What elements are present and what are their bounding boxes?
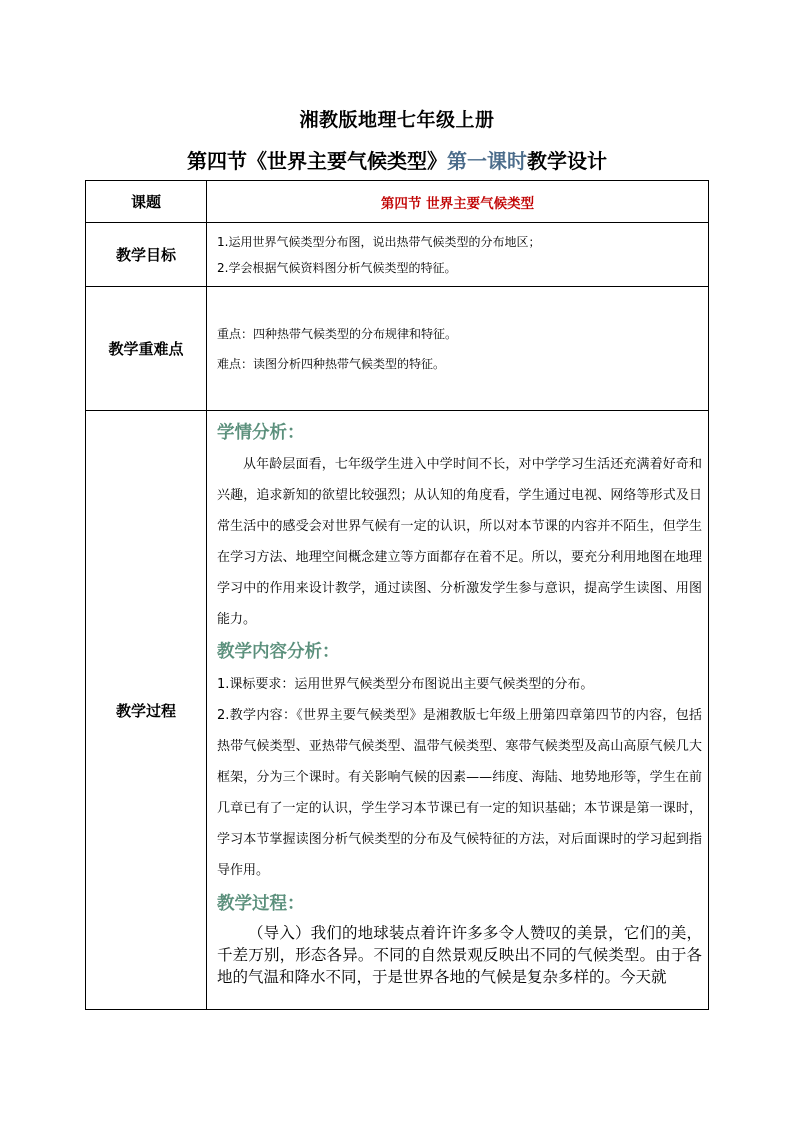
lesson-plan-table [85,180,709,1010]
subtitle-design: 教学设计 [527,149,607,173]
objectives-label: 教学目标 [86,223,207,287]
section-paragraph: 2.教学内容：《世界主要气候类型》是湘教版七年级上册第四章第四节的内容，包括热带气候类型、亚热带气候类型、温带气候类型、寒带气候类型及高山高原气候几大框架，分为三个课时。有关影响气候的因素——纬度、海陆、地势地形等，学生在前几章已有了一定的认识，学生学习本节课已有一定的知识基础；本节课是第一课时，学习本节掌握读图分析气候类型的分布及气候特征的方法，对后面课时的学习起到指导作用。 [217,708,702,878]
section-heading: 教学内容分析： [217,642,340,662]
topic-value: 第四节 世界主要气候类型 [207,181,709,223]
topic-label: 课题 [86,181,207,223]
section-paragraph: （导入）我们的地球装点着许许多多令人赞叹的美景，它们的美，千差万别，形态各异。不同的自然景观反映出不同的气候类型。由于各地的气温和降水不同，于是世界各地的气候是复杂多样的。今天就 [217,924,702,986]
table-row [86,411,709,1010]
table-row [86,287,709,411]
section-paragraph: 1.课标要求：运用世界气候类型分布图说出主要气候类型的分布。 [217,677,594,692]
key-points-content [207,287,709,411]
table-row [86,223,709,287]
table-row [86,181,709,223]
objectives-content [207,223,709,287]
subtitle-period: 第一课时 [447,149,527,173]
process-content [207,411,709,1010]
process-label: 教学过程 [86,411,207,1010]
document-subtitle [0,145,794,174]
key-point-line: 重点：四种热带气候类型的分布规律和特征。 [217,326,458,341]
subtitle-lesson: 第四节《世界主要气候类型》 [187,149,447,173]
document-title: 湘教版地理七年级上册 [299,109,495,131]
section-heading: 学情分析： [217,423,305,443]
key-point-line: 难点：读图分析四种热带气候类型的特征。 [217,356,446,371]
section-heading: 教学过程： [217,894,305,914]
objective-line: 2.学会根据气候资料图分析气候类型的特征。 [217,260,457,275]
section-paragraph: 从年龄层面看，七年级学生进入中学时间不长，对中学学习生活还充满着好奇和兴趣，追求新知的欲望比较强烈；从认知的角度看，学生通过电视、网络等形式及日常生活中的感受会对世界气候有一定的认识，所以对本节课的内容并不陌生，但学生在学习方法、地理空间概念建立等方面都存在着不足。所以，要充分利用地图在地理学习中的作用来设计教学，通过读图、分析激发学生参与意识，提高学生读图、用图能力。 [217,457,702,627]
objective-line: 1.运用世界气候类型分布图，说出热带气候类型的分布地区； [217,234,541,249]
key-points-label: 教学重难点 [86,287,207,411]
